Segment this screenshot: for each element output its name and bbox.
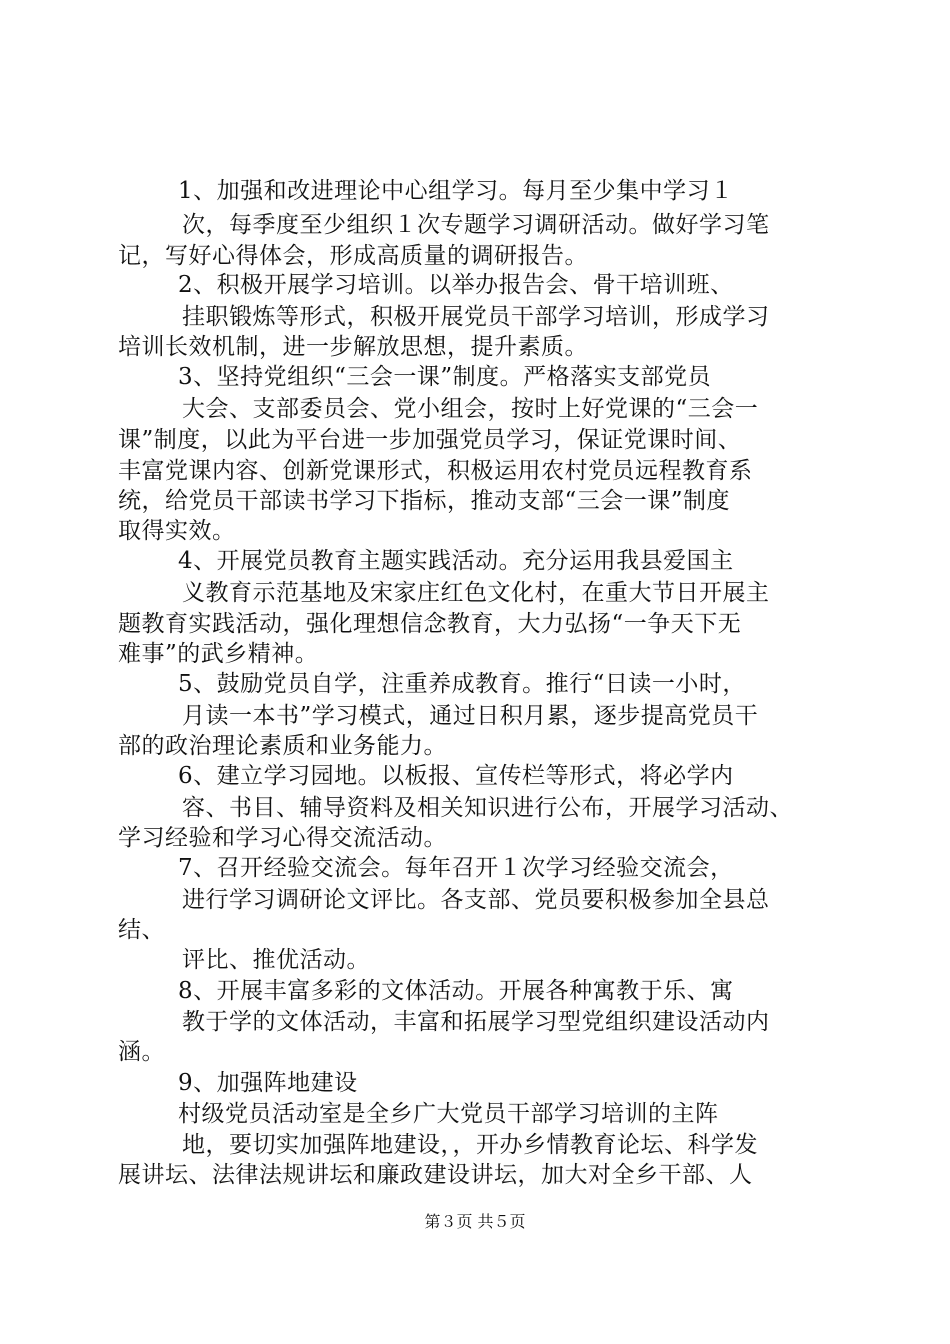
text-line-33: 展讲坛、法律法规讲坛和廉政建设讲坛，加大对全乡干部、人 — [118, 1162, 753, 1188]
text-line-11: 统，给党员干部读书学习下指标，推动支部“三会一课”制度 — [118, 488, 731, 514]
text-line-26: 评比、推优活动。 — [182, 947, 370, 973]
page-footer: 第３页 共５页 — [424, 1212, 526, 1231]
text-line-19: 部的政治理论素质和业务能力。 — [118, 733, 447, 759]
text-line-24: 进行学习调研论文评比。各支部、党员要积极参加全县总 — [182, 887, 770, 913]
text-line-2: 次，每季度至少组织１次专题学习调研活动。做好学习笔 — [182, 212, 770, 238]
text-line-6: 培训长效机制，进一步解放思想，提升素质。 — [118, 334, 588, 360]
text-line-7: 3、坚持党组织“三会一课”制度。严格落实支部党员 — [178, 364, 712, 390]
text-line-13: 4、开展党员教育主题实践活动。充分运用我县爱国主 — [178, 548, 734, 574]
text-line-31: 村级党员活动室是全乡广大党员干部学习培训的主阵 — [178, 1101, 719, 1127]
text-line-32: 地，要切实加强阵地建设，，开办乡情教育论坛、科学发 — [182, 1132, 758, 1158]
text-line-23: 7、召开经验交流会。每年召开１次学习经验交流会， — [178, 855, 734, 881]
text-line-14: 义教育示范基地及宋家庄红色文化村，在重大节日开展主 — [182, 580, 770, 606]
text-line-12: 取得实效。 — [118, 518, 236, 544]
text-line-9: 课”制度，以此为平台进一步加强党员学习，保证党课时间、 — [118, 427, 742, 453]
text-line-16: 难事”的武乡精神。 — [118, 641, 319, 667]
text-line-21: 容、书目、辅导资料及相关知识进行公布，开展学习活动、 — [182, 795, 793, 821]
text-line-27: 8、开展丰富多彩的文体活动。开展各种寓教于乐、寓 — [178, 978, 734, 1004]
text-line-17: 5、鼓励党员自学，注重养成教育。推行“日读一小时， — [178, 671, 746, 697]
text-line-20: 6、建立学习园地。以板报、宣传栏等形式，将必学内 — [178, 763, 734, 789]
text-line-4: 2、积极开展学习培训。以举办报告会、骨干培训班、 — [178, 272, 734, 298]
text-line-18: 月读一本书”学习模式，通过日积月累，逐步提高党员干 — [182, 703, 759, 729]
text-line-8: 大会、支部委员会、党小组会，按时上好党课的“三会一 — [182, 396, 759, 422]
text-line-15: 题教育实践活动，强化理想信念教育，大力弘扬“一争天下无 — [118, 611, 742, 637]
text-line-5: 挂职锻炼等形式，积极开展党员干部学习培训，形成学习 — [182, 304, 770, 330]
text-line-29: 涵。 — [118, 1039, 165, 1065]
text-line-1: 1、加强和改进理论中心组学习。每月至少集中学习１ — [178, 178, 734, 204]
text-line-30: 9、加强阵地建设 — [178, 1070, 358, 1096]
text-line-3: 记，写好心得体会，形成高质量的调研报告。 — [118, 243, 588, 269]
text-line-22: 学习经验和学习心得交流活动。 — [118, 825, 447, 851]
text-line-10: 丰富党课内容、创新党课形式，积极运用农村党员远程教育系 — [118, 458, 753, 484]
text-line-28: 教于学的文体活动，丰富和拓展学习型党组织建设活动内 — [182, 1009, 770, 1035]
text-line-25: 结、 — [118, 917, 165, 943]
